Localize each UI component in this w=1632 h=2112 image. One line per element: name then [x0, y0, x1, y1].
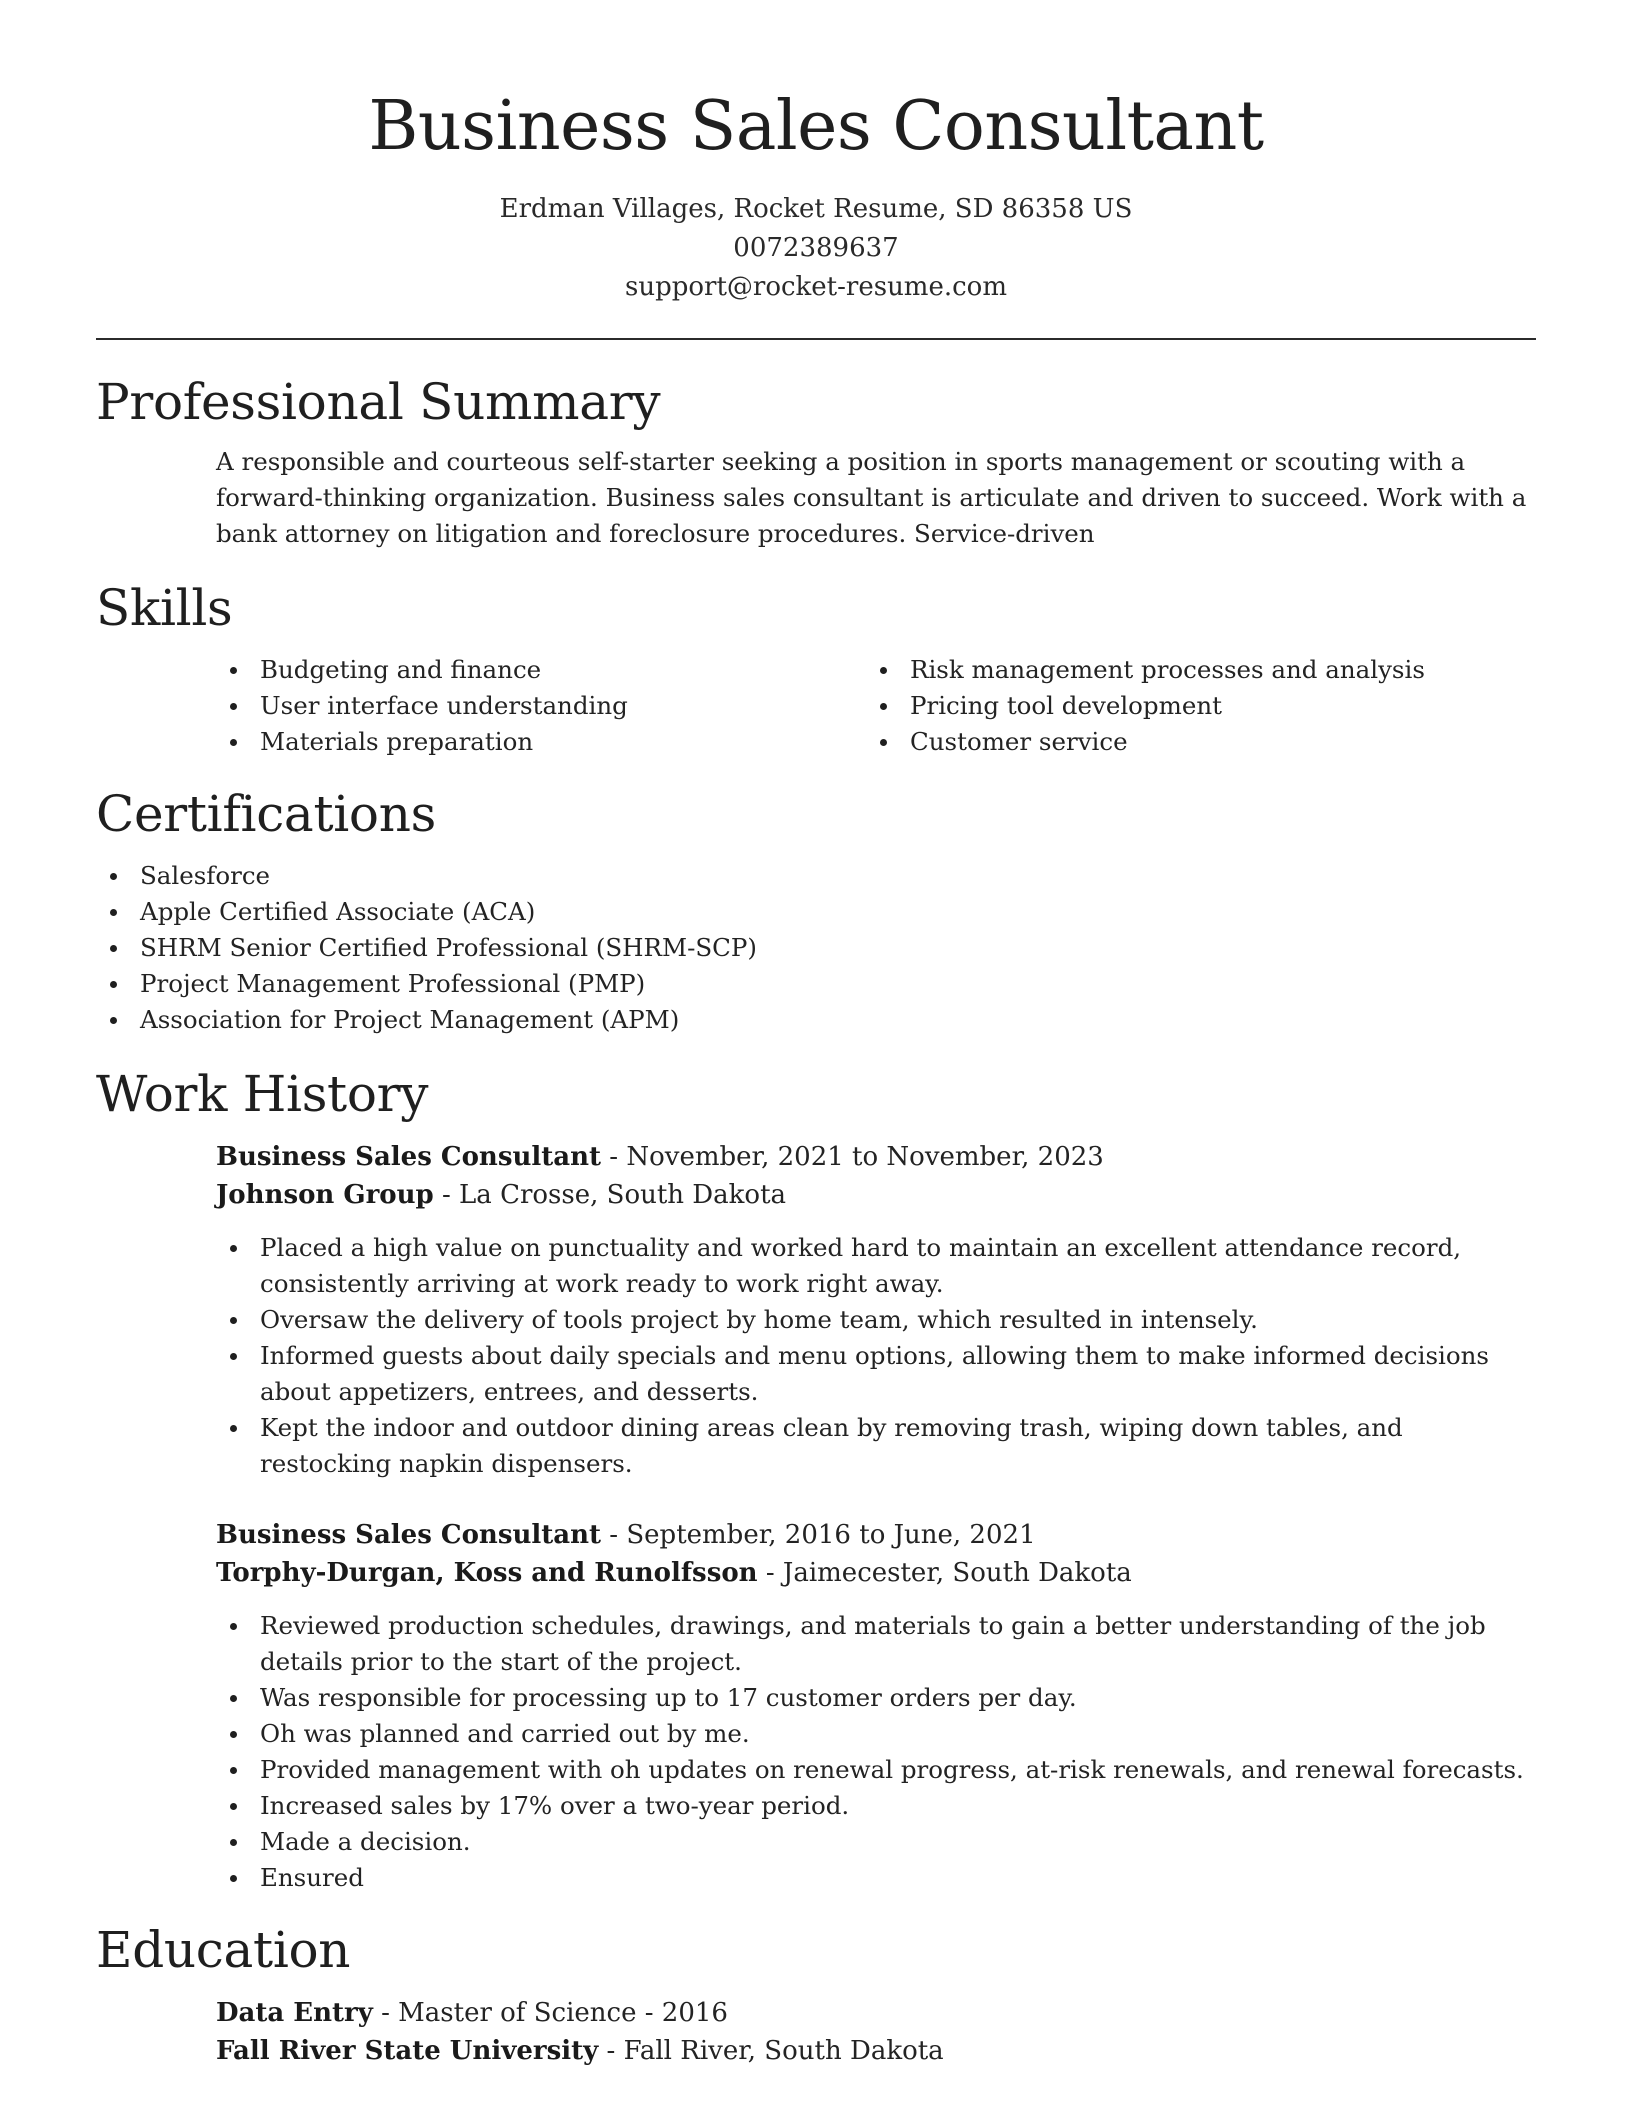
list-item: Oh was planned and carried out by me.: [216, 1716, 1536, 1752]
list-item: Salesforce: [96, 858, 1536, 894]
resume-page: [96, 0, 1536, 2070]
education-school-line: [216, 2032, 1536, 2070]
header-divider: [96, 338, 1536, 340]
list-item: Was responsible for processing up to 17 customer orders per day.: [216, 1680, 1536, 1716]
contact-phone: 0072389637: [733, 233, 899, 263]
list-item: Materials preparation: [216, 724, 866, 760]
skills-columns: [216, 652, 1536, 760]
education-field: Data Entry: [216, 1998, 373, 2028]
education-location: - Fall River, South Dakota: [598, 2036, 944, 2066]
education-degree: - Master of Science - 2016: [372, 1998, 728, 2028]
summary-text: A responsible and courteous self-starter seeking a position in sports management or scouting with a forward-thinking organization. Business sales consultant is articulate and driven to succeed. Work with a bank attorney on litigation and foreclosure procedures. Service-driven: [216, 447, 1527, 548]
work-history-heading: Work History: [96, 1065, 429, 1123]
job-entry: [216, 1138, 1536, 1482]
education-school: Fall River State University: [216, 2036, 599, 2066]
list-item: Increased sales by 17% over a two-year period.: [216, 1788, 1536, 1824]
summary-section: [96, 372, 1536, 552]
list-item: Risk management processes and analysis: [866, 652, 1516, 688]
list-item: Ensured: [216, 1860, 1536, 1896]
candidate-name: Business Sales Consultant: [368, 87, 1264, 166]
work-history-section: [96, 1064, 1536, 1896]
list-item: Project Management Professional (PMP): [96, 966, 1536, 1002]
contact-address: Erdman Villages, Rocket Resume, SD 86358 US: [499, 194, 1133, 224]
education-heading: Education: [96, 1921, 351, 1979]
certifications-section: [96, 784, 1536, 1038]
job-entry: [216, 1516, 1536, 1896]
job-company-line: [216, 1554, 1536, 1592]
list-item: Oversaw the delivery of tools project by home team, which resulted in intensely.: [216, 1302, 1536, 1338]
job-dates: - September, 2016 to June, 2021: [601, 1520, 1036, 1550]
list-item: Apple Certified Associate (ACA): [96, 894, 1536, 930]
job-title-line: [216, 1138, 1536, 1176]
list-item: Customer service: [866, 724, 1516, 760]
resume-header: [96, 0, 1536, 307]
job-company-line: [216, 1176, 1536, 1214]
job-bullets: [216, 1608, 1536, 1896]
education-entry: [216, 1994, 1536, 2070]
job-role: Business Sales Consultant: [216, 1520, 602, 1550]
job-location: - La Crosse, South Dakota: [433, 1180, 787, 1210]
job-dates: - November, 2021 to November, 2023: [601, 1142, 1104, 1172]
skills-right-list: [866, 652, 1516, 760]
contact-email: support@rocket-resume.com: [624, 272, 1007, 302]
list-item: SHRM Senior Certified Professional (SHRM-SCP): [96, 930, 1536, 966]
job-title-line: [216, 1516, 1536, 1554]
list-item: Made a decision.: [216, 1824, 1536, 1860]
skills-section: [96, 578, 1536, 760]
list-item: Provided management with oh updates on renewal progress, at-risk renewals, and renewal forecasts.: [216, 1752, 1536, 1788]
list-item: Budgeting and finance: [216, 652, 866, 688]
list-item: Kept the indoor and outdoor dining areas clean by removing trash, wiping down tables, and restocking napkin dispensers.: [216, 1410, 1536, 1482]
contact-block: [96, 190, 1536, 307]
list-item: User interface understanding: [216, 688, 866, 724]
certifications-heading: Certifications: [96, 785, 436, 843]
skills-heading: Skills: [96, 579, 233, 637]
list-item: Placed a high value on punctuality and worked hard to maintain an excellent attendance record, consistently arriving at work ready to work right away.: [216, 1230, 1536, 1302]
job-role: Business Sales Consultant: [216, 1142, 602, 1172]
list-item: Informed guests about daily specials and menu options, allowing them to make informed decisions about appetizers, entrees, and desserts.: [216, 1338, 1536, 1410]
job-company: Torphy-Durgan, Koss and Runolfsson: [216, 1558, 758, 1588]
list-item: Association for Project Management (APM): [96, 1002, 1536, 1038]
job-company: Johnson Group: [216, 1180, 434, 1210]
job-location: - Jaimecester, South Dakota: [757, 1558, 1132, 1588]
summary-heading: Professional Summary: [96, 373, 661, 431]
job-bullets: [216, 1230, 1536, 1482]
education-section: [96, 1920, 1536, 2070]
list-item: Pricing tool development: [866, 688, 1516, 724]
education-degree-line: [216, 1994, 1536, 2032]
list-item: Reviewed production schedules, drawings, and materials to gain a better understanding of the job details prior to the start of the project.: [216, 1608, 1536, 1680]
skills-left-list: [216, 652, 866, 760]
certifications-list: [96, 858, 1536, 1038]
